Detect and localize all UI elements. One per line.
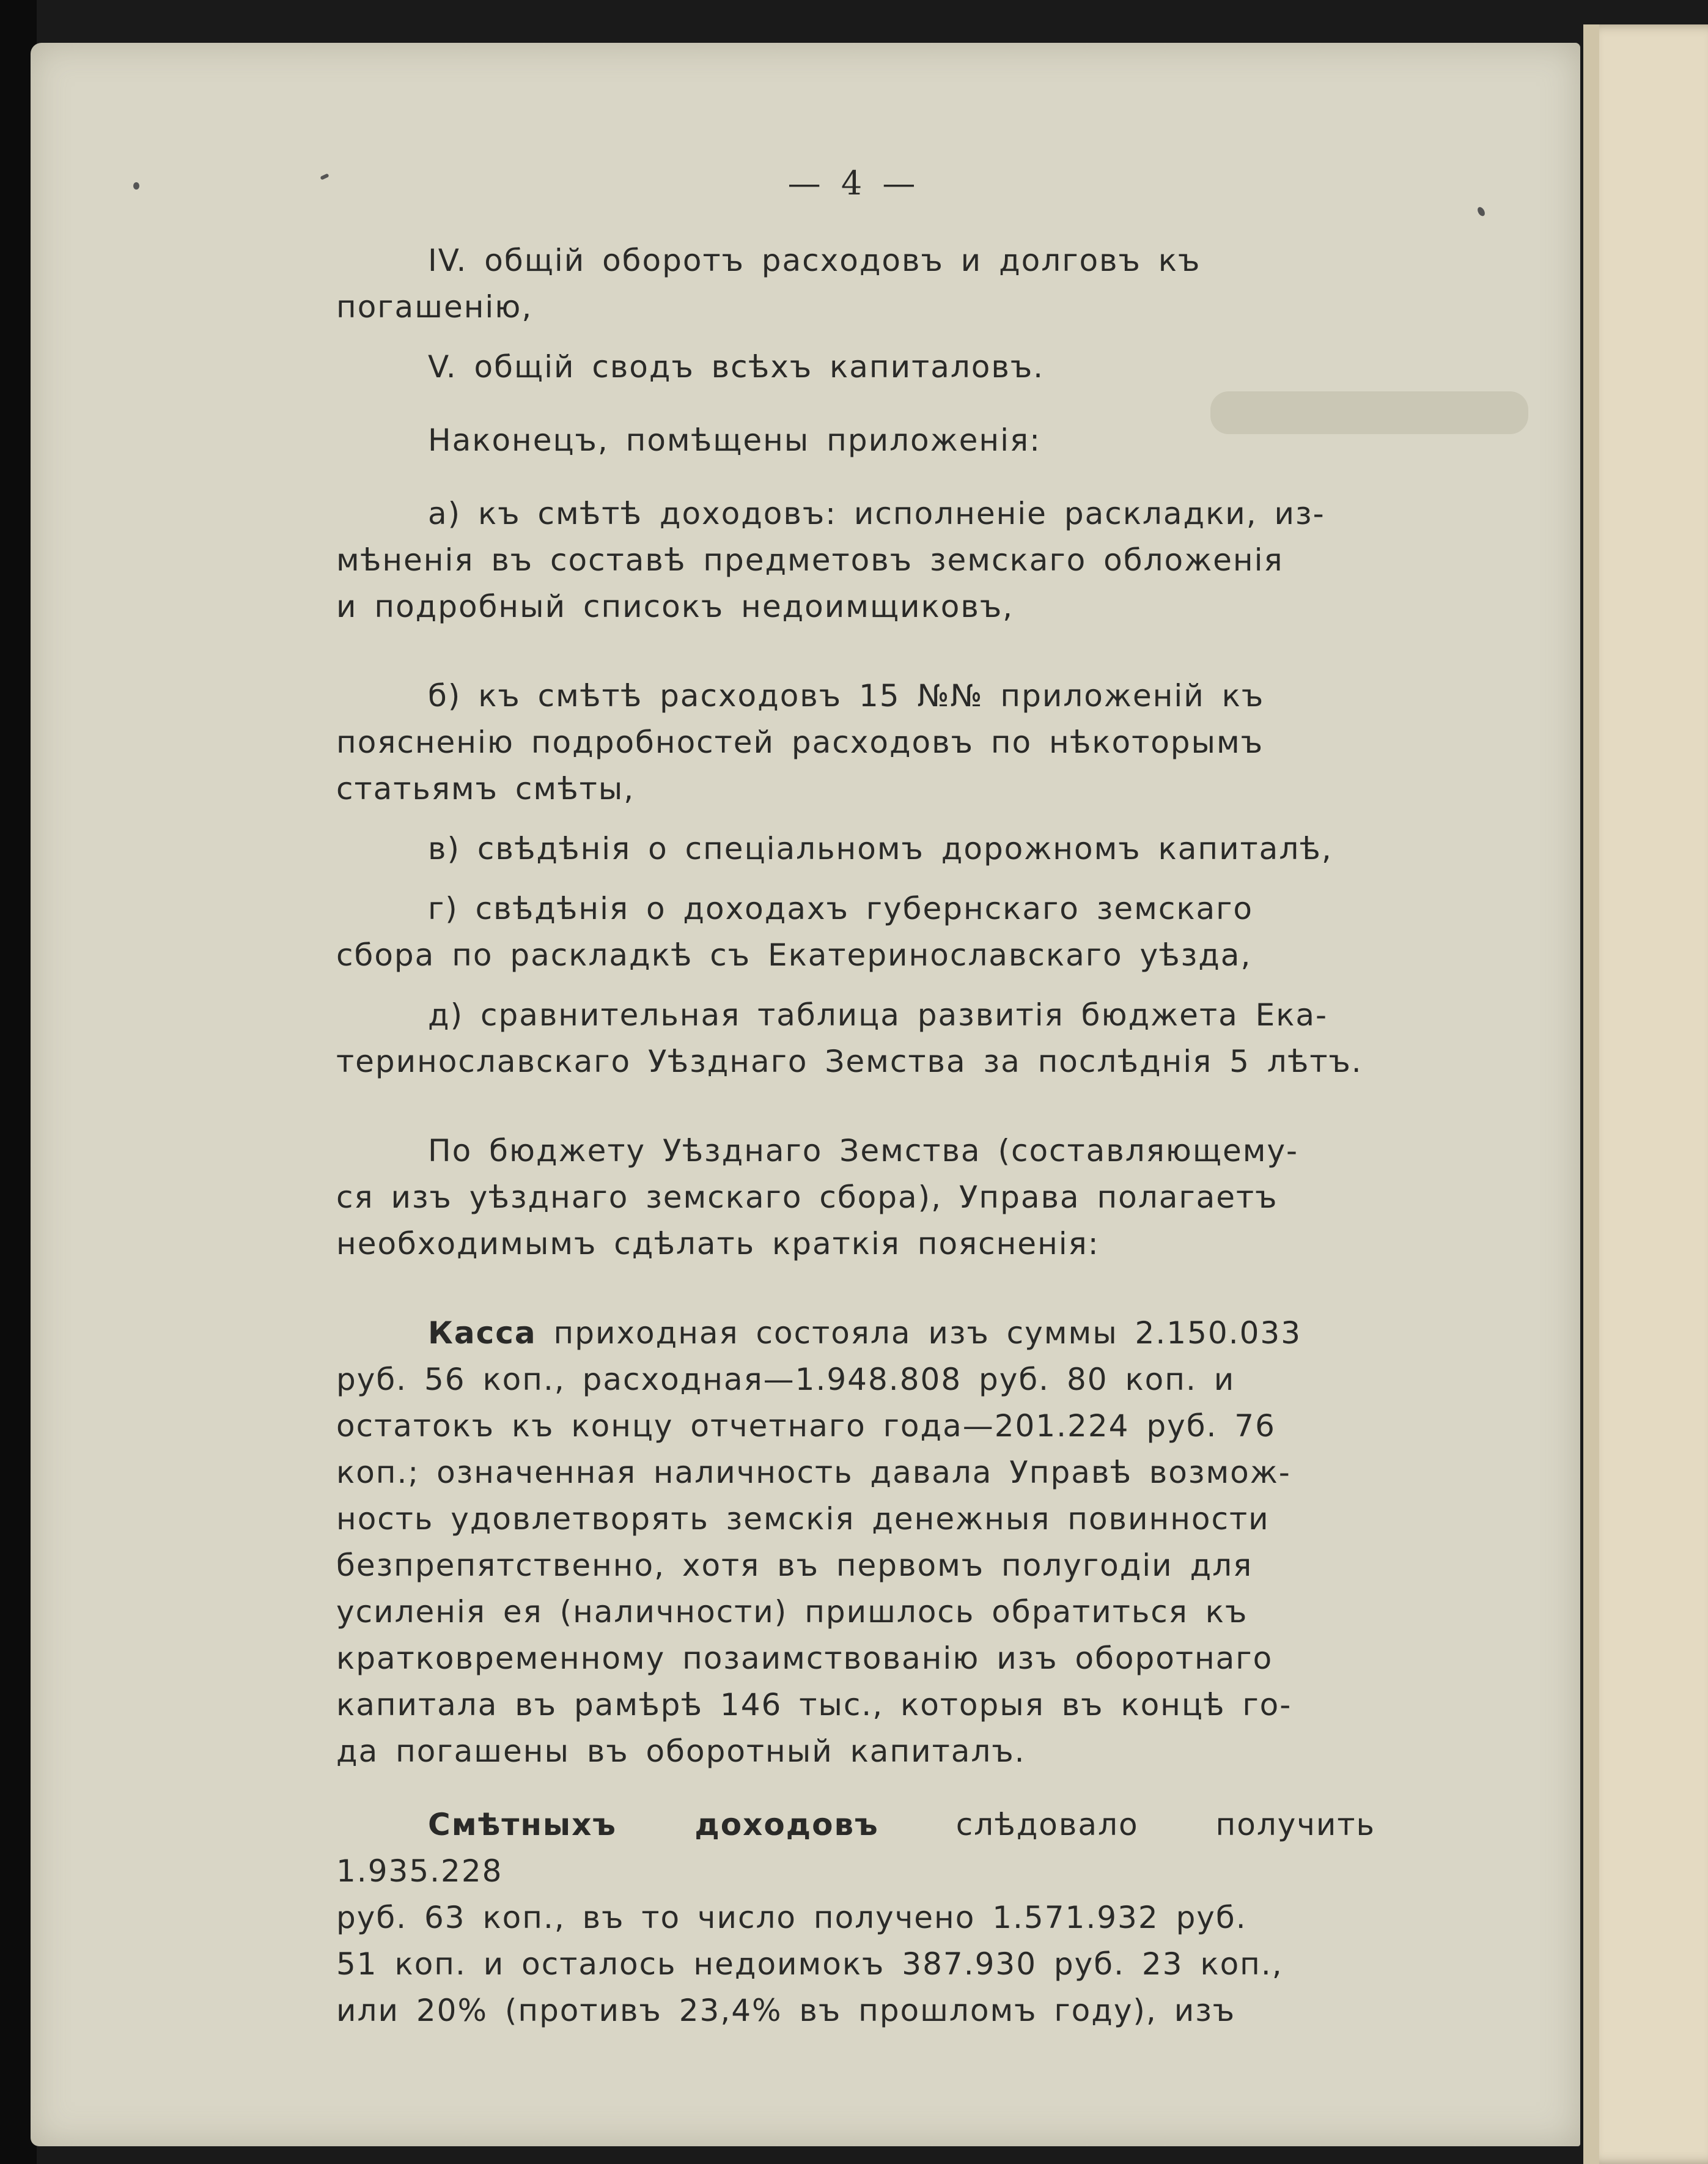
text-line: капитала въ рамѣрѣ 146 тыс., которыя въ концѣ го-: [336, 1687, 1292, 1723]
text-line: кратковременному позаимствованію изъ оборотнаго: [336, 1641, 1273, 1676]
page-number: — 4 —: [787, 164, 921, 202]
text-line: ность удовлетворять земскія денежныя повинности: [336, 1501, 1270, 1537]
text-line: погашенію,: [336, 289, 533, 325]
text-line: руб. 63 коп., въ то число получено 1.571.932 руб.: [336, 1900, 1247, 1935]
text-run: приходная состояла изъ суммы 2.150.033: [536, 1315, 1302, 1351]
text-line: [336, 1310, 1375, 1356]
text-run: слѣдовало получить 1.935.228: [336, 1807, 1375, 1889]
text-line: сбора по раскладкѣ съ Екатеринославскаго уѣзда,: [336, 937, 1252, 973]
text-line: теринославскаго Уѣзднаго Земства за послѣднія 5 лѣтъ.: [336, 1044, 1363, 1079]
adjacent-page-gutter: [1583, 24, 1599, 2164]
text-line: мѣненія въ составѣ предметовъ земскаго обложенія: [336, 542, 1284, 578]
adjacent-page-edge: [1583, 24, 1708, 2164]
text-line: г) свѣдѣнія о доходахъ губернскаго земскаго: [428, 891, 1254, 926]
body-text: [336, 237, 1375, 2034]
text-line: V. общій сводъ всѣхъ капиталовъ.: [428, 349, 1045, 385]
text-line: Наконецъ, помѣщены приложенія:: [428, 423, 1041, 458]
text-line: б) къ смѣтѣ расходовъ 15 №№ приложеній къ: [428, 678, 1265, 714]
text-line: в) свѣдѣнія о спеціальномъ дорожномъ капиталѣ,: [428, 831, 1333, 866]
text-line: коп.; означенная наличность давала Управѣ возмож-: [336, 1455, 1291, 1490]
text-line: 51 коп. и осталось недоимокъ 387.930 руб. 23 коп.,: [336, 1946, 1283, 1982]
text-line: и подробный списокъ недоимщиковъ,: [336, 589, 1014, 624]
text-line: статьямъ смѣты,: [336, 771, 635, 807]
text-line: да погашены въ оборотный капиталъ.: [336, 1734, 1026, 1769]
text-line: поясненію подробностей расходовъ по нѣкоторымъ: [336, 725, 1264, 760]
text-line: безпрепятственно, хотя въ первомъ полугодіи для: [336, 1548, 1253, 1583]
text-line: усиленія ея (наличности) пришлось обратиться къ: [336, 1594, 1248, 1630]
text-line: IV. общій оборотъ расходовъ и долговъ къ: [428, 243, 1201, 278]
text-line: а) къ смѣтѣ доходовъ: исполненіе раскладки, из-: [428, 496, 1325, 531]
text-line: руб. 56 коп., расходная—1.948.808 руб. 80 коп. и: [336, 1362, 1235, 1397]
text-line: необходимымъ сдѣлать краткія поясненія:: [336, 1226, 1100, 1261]
text-line: По бюджету Уѣзднаго Земства (составляющему-: [428, 1133, 1299, 1169]
text-line: ся изъ уѣзднаго земскаго сбора), Управа полагаетъ: [336, 1180, 1278, 1215]
text-line: д) сравнительная таблица развитія бюджета Ека-: [428, 997, 1328, 1033]
text-line: или 20% (противъ 23,4% въ прошломъ году), изъ: [336, 1993, 1236, 2028]
text-line: [336, 1801, 1375, 1894]
kassa-heading: Касса: [428, 1315, 537, 1351]
text-line: остатокъ къ концу отчетнаго года—201.224 руб. 76: [336, 1408, 1276, 1444]
smetnye-dokhody-heading: Смѣтныхъ доходовъ: [428, 1807, 879, 1842]
